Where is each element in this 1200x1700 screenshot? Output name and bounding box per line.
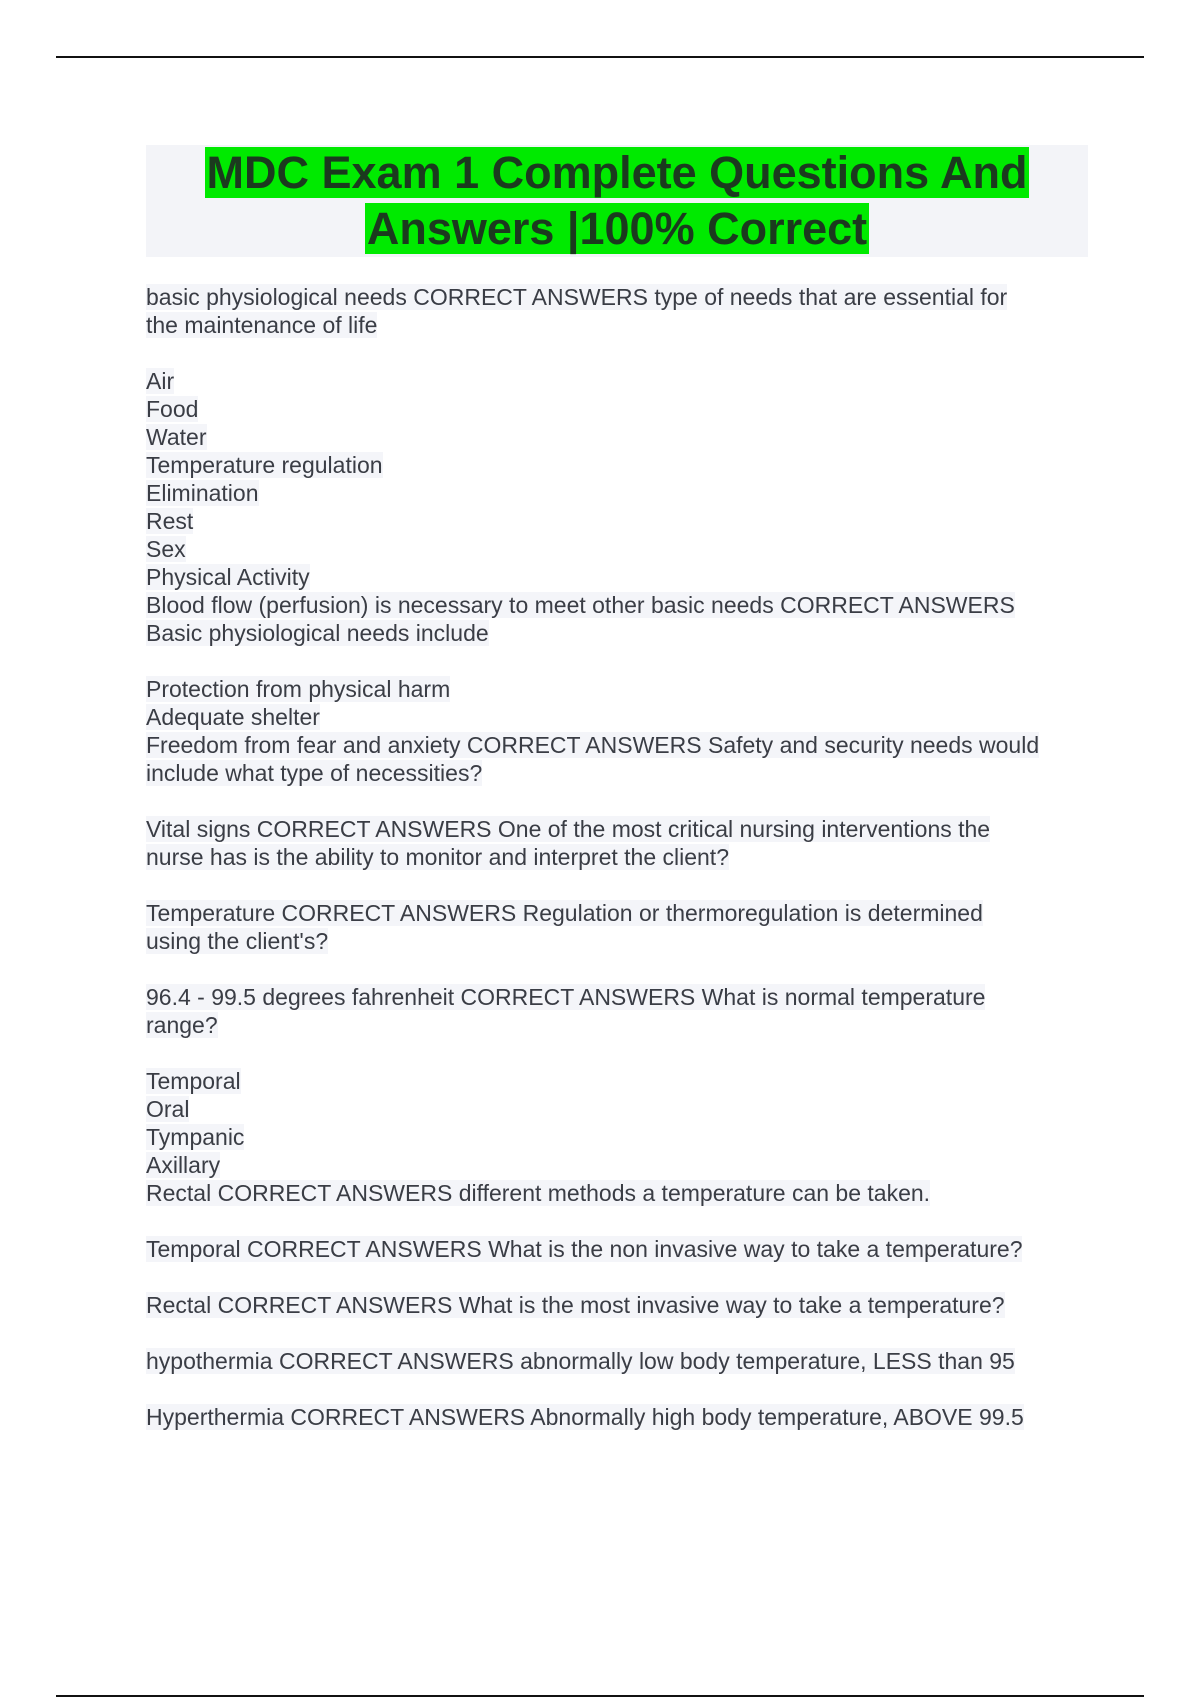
qa-item — [146, 1235, 1096, 1263]
text-line: Axillary — [146, 1152, 221, 1178]
text-line: Oral — [146, 1096, 190, 1122]
qa-item — [146, 675, 1096, 787]
qa-item — [146, 1067, 1096, 1207]
qa-item — [146, 983, 1096, 1039]
text-line: Water — [146, 424, 207, 450]
text-line: Elimination — [146, 480, 259, 506]
text-line: Protection from physical harm — [146, 676, 451, 702]
qa-item — [146, 1403, 1096, 1431]
qa-item — [146, 899, 1096, 955]
text-line: Vital signs CORRECT ANSWERS One of the most critical nursing interventions the — [146, 816, 991, 842]
text-line: Tympanic — [146, 1124, 245, 1150]
text-line: Rectal CORRECT ANSWERS different methods a temperature can be taken. — [146, 1180, 931, 1206]
qa-item — [146, 1291, 1096, 1319]
text-line: Hyperthermia CORRECT ANSWERS Abnormally high body temperature, ABOVE 99.5 — [146, 1404, 1024, 1430]
bottom-rule — [56, 1695, 1144, 1697]
text-line: range? — [146, 1012, 218, 1038]
qa-item — [146, 283, 1096, 339]
text-line: Temperature CORRECT ANSWERS Regulation or thermoregulation is determined — [146, 900, 983, 926]
qa-item — [146, 1347, 1096, 1375]
qa-item — [146, 815, 1096, 871]
title-line-1: MDC Exam 1 Complete Questions And — [206, 147, 1028, 198]
text-line: Freedom from fear and anxiety CORRECT ANSWERS Safety and security needs would — [146, 732, 1040, 758]
text-line: Food — [146, 396, 199, 422]
text-line: include what type of necessities? — [146, 760, 483, 786]
text-line: Adequate shelter — [146, 704, 320, 730]
text-line: Blood flow (perfusion) is necessary to meet other basic needs CORRECT ANSWERS — [146, 592, 1015, 618]
document-title — [146, 145, 1088, 257]
document-body — [146, 283, 1096, 1459]
title-line-2: Answers |100% Correct — [366, 203, 868, 254]
text-line: Physical Activity — [146, 564, 310, 590]
text-line: Air — [146, 368, 175, 394]
text-line: Temporal — [146, 1068, 241, 1094]
text-line: Rest — [146, 508, 194, 534]
text-line: Temporal CORRECT ANSWERS What is the non invasive way to take a temperature? — [146, 1236, 1023, 1262]
text-line: the maintenance of life — [146, 312, 378, 338]
text-line: Sex — [146, 536, 186, 562]
text-line: nurse has is the ability to monitor and interpret the client? — [146, 844, 729, 870]
text-line: Rectal CORRECT ANSWERS What is the most invasive way to take a temperature? — [146, 1292, 1005, 1318]
top-rule — [56, 56, 1144, 58]
text-line: hypothermia CORRECT ANSWERS abnormally low body temperature, LESS than 95 — [146, 1348, 1015, 1374]
text-line: basic physiological needs CORRECT ANSWERS type of needs that are essential for — [146, 284, 1008, 310]
text-line: 96.4 - 99.5 degrees fahrenheit CORRECT ANSWERS What is normal temperature — [146, 984, 986, 1010]
text-line: using the client's? — [146, 928, 329, 954]
text-line: Temperature regulation — [146, 452, 383, 478]
text-line: Basic physiological needs include — [146, 620, 489, 646]
qa-item — [146, 367, 1096, 647]
